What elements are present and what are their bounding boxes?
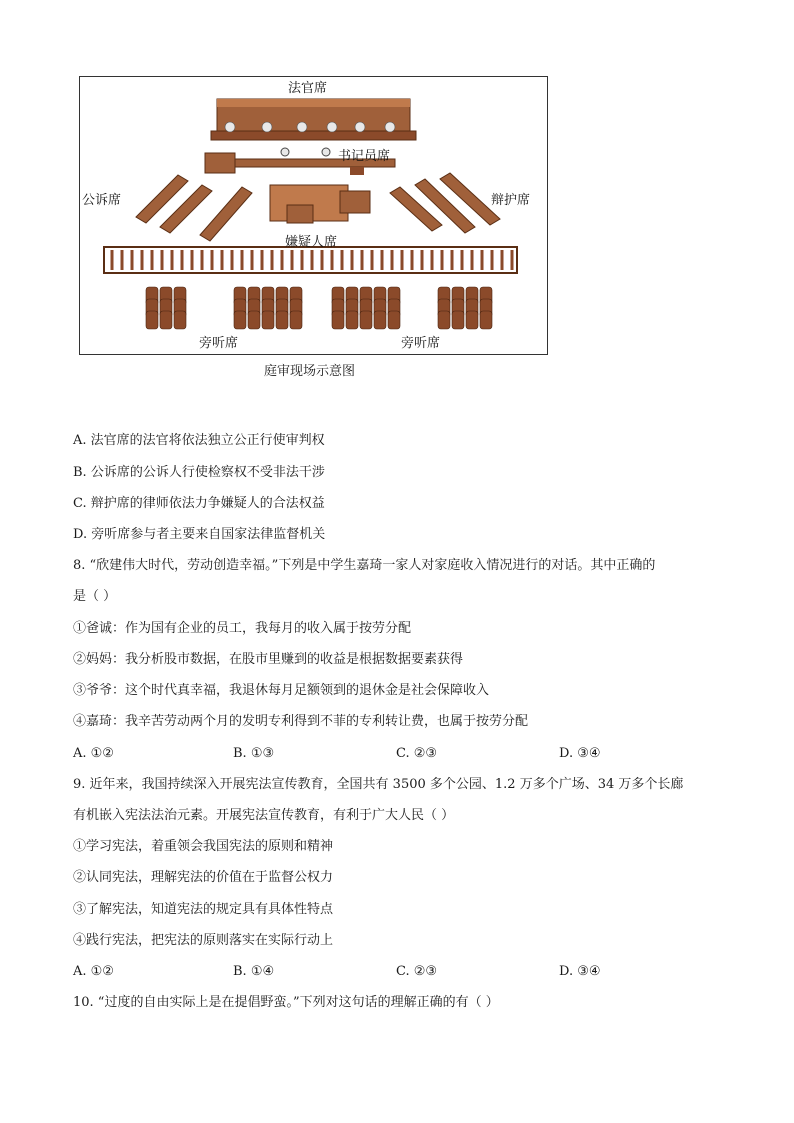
q8-choice-a: A. ①②	[73, 746, 114, 761]
q9-stem-line2: 有机嵌入宪法法治元素。开展宪法宣传教育，有利于广大人民（ ）	[73, 808, 455, 823]
q10-stem-line1: 10. “过度的自由实际上是在提倡野蛮。”下列对这句话的理解正确的有（ ）	[73, 995, 499, 1010]
q8-item-2: ②妈妈：我分析股市数据，在股市里赚到的收益是根据数据要素获得	[73, 652, 464, 667]
q9-choice-a: A. ①②	[73, 964, 114, 979]
gallery-seat	[290, 311, 302, 329]
gallery-seat	[262, 311, 274, 329]
gallery-seat	[174, 311, 186, 329]
gallery-seat	[452, 311, 464, 329]
q9-choice-b: B. ①④	[233, 964, 275, 979]
prosecution-seat-label: 公诉席	[82, 193, 122, 208]
gallery-seat	[234, 311, 246, 329]
defense-seat-label: 辩护席	[491, 193, 531, 208]
prosecution-benches	[136, 175, 252, 241]
suspect-seat-label: 嫌疑人席	[285, 235, 338, 250]
gallery-seat	[438, 311, 450, 329]
gallery-seat	[332, 311, 344, 329]
q7-option-d: D. 旁听席参与者主要来自国家法律监督机关	[73, 527, 326, 542]
q8-choice-c: C. ②③	[396, 746, 438, 761]
judge-bench	[211, 99, 416, 140]
gallery-seat	[480, 311, 492, 329]
gallery-seat	[346, 311, 358, 329]
q9-choice-d: D. ③④	[559, 964, 601, 979]
q8-item-1: ①爸诚：作为国有企业的员工，我每月的收入属于按劳分配	[73, 621, 412, 636]
q9-item-4: ④践行宪法，把宪法的原则落实在实际行动上	[73, 933, 334, 948]
gallery-right-label: 旁听席	[401, 336, 441, 351]
q8-stem-line1: 8. “欣建伟大时代，劳动创造幸福。”下列是中学生嘉琦一家人对家庭收入情况进行的对话。其中正确的	[73, 558, 656, 573]
q8-item-4: ④嘉琦：我辛苦劳动两个月的发明专利得到不菲的专利转让费，也属于按劳分配	[73, 714, 529, 729]
gallery-seat	[374, 311, 386, 329]
gallery-seat	[276, 311, 288, 329]
railing	[104, 247, 517, 273]
gallery-seats	[146, 287, 492, 329]
figure-caption: 庭审现场示意图	[264, 364, 356, 379]
gallery-left-label: 旁听席	[199, 336, 239, 351]
gallery-seat	[248, 311, 260, 329]
q9-item-2: ②认同宪法，理解宪法的价值在于监督公权力	[73, 870, 334, 885]
q8-choice-d: D. ③④	[559, 746, 601, 761]
courtroom-diagram	[79, 76, 548, 355]
q8-choice-b: B. ①③	[233, 746, 275, 761]
gallery-seat	[360, 311, 372, 329]
q9-stem-line1: 9. 近年来，我国持续深入开展宪法宣传教育，全国共有 3500 多个公园、1.2 万多个广场、34 万多个长廊	[73, 777, 684, 792]
q9-choice-c: C. ②③	[396, 964, 438, 979]
judge-seat-label: 法官席	[288, 81, 328, 96]
defense-benches	[390, 173, 500, 233]
q9-item-1: ①学习宪法，着重领会我国宪法的原则和精神	[73, 839, 334, 854]
q7-option-a: A. 法官席的法官将依法独立公正行使审判权	[73, 433, 325, 448]
gallery-seat	[466, 311, 478, 329]
center-tables	[270, 185, 370, 223]
q8-item-3: ③爷爷：这个时代真幸福，我退休每月足额领到的退休金是社会保障收入	[73, 683, 490, 698]
gallery-seat	[160, 311, 172, 329]
gallery-seat	[388, 311, 400, 329]
courtroom-drawing	[80, 77, 547, 354]
q8-stem-line2: 是（ ）	[73, 589, 117, 604]
clerk-seat-label: 书记员席	[338, 149, 391, 164]
q9-item-3: ③了解宪法，知道宪法的规定具有具体性特点	[73, 902, 334, 917]
q7-option-b: B. 公诉席的公诉人行使检察权不受非法干涉	[73, 465, 325, 480]
gallery-seat	[146, 311, 158, 329]
q7-option-c: C. 辩护席的律师依法力争嫌疑人的合法权益	[73, 496, 325, 511]
